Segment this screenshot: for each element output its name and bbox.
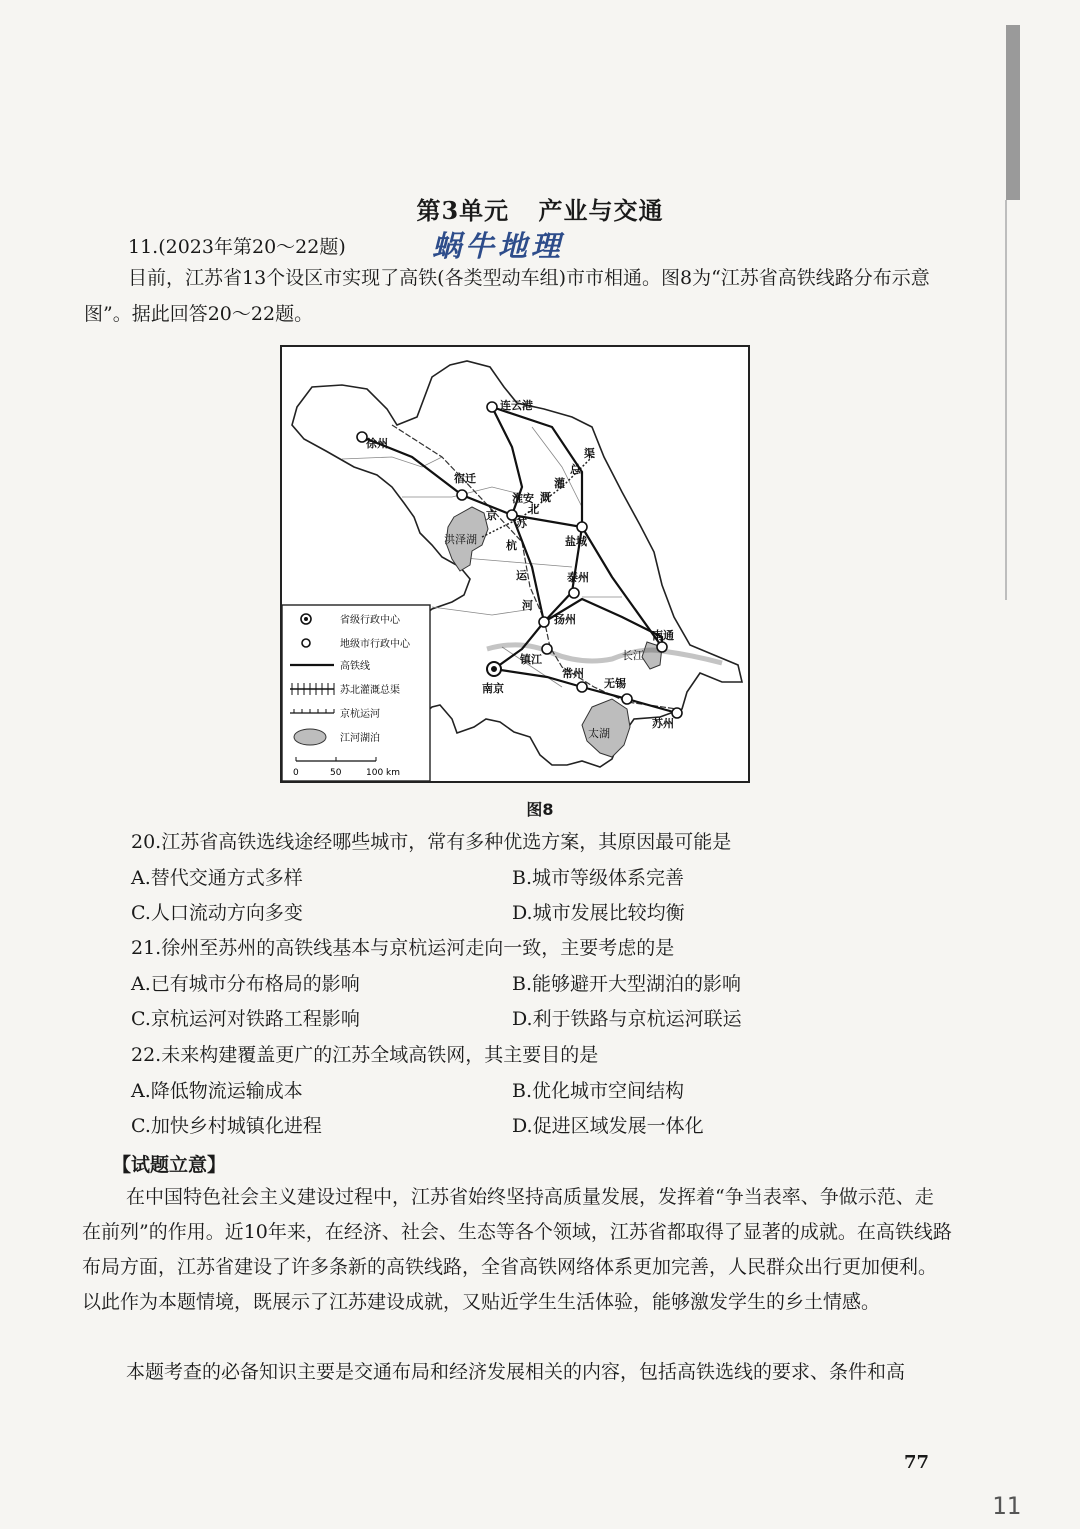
label-xuzhou: 徐州	[366, 437, 388, 450]
label-yangzhou: 扬州	[554, 613, 576, 626]
question-21-stem: 21.徐州至苏州的高铁线基本与京杭运河走向一致，主要考虑的是	[131, 937, 675, 959]
unit-title	[0, 191, 1080, 226]
body-paragraph-1: 在中国特色社会主义建设过程中，江苏省始终坚持高质量发展，发挥着“争当表率、争做示范、走在前列”的作用。近10年来，在经济、社会、生态等各个领域，江苏省都取得了显著的成就。在高铁线路布局方面，江苏省建设了许多条新的高铁线路，全省高铁网络体系更加完善，人民群众出行更加便利。以此作为本题情境，既展示了江苏建设成就，又贴近学生生活体验，能够激发学生的乡土情感。	[82, 1186, 952, 1313]
legend-provincial: 省级行政中心	[340, 615, 400, 626]
scale-end: 100 km	[366, 768, 401, 778]
canal-char-1: 京	[486, 509, 497, 522]
legend-grand-canal: 京杭运河	[340, 709, 380, 720]
q20-option-b: B.城市等级体系完善	[512, 867, 685, 889]
figure-caption: 图8	[526, 800, 554, 819]
q20-option-a: A.替代交通方式多样	[131, 867, 303, 889]
label-suzhou: 苏州	[652, 717, 674, 730]
label-hongze: 洪泽湖	[444, 533, 477, 546]
question-number: 11.(2023年第20～22题)	[128, 236, 346, 258]
q21-option-d: D.利于铁路与京杭运河联运	[512, 1008, 742, 1030]
body-paragraph-2: 本题考查的必备知识主要是交通布局和经济发展相关的内容，包括高铁选线的要求、条件和高	[126, 1361, 906, 1383]
label-lianyungang: 连云港	[500, 399, 533, 412]
page-number: 77	[904, 1452, 930, 1473]
scan-page-number: 11	[992, 1492, 1021, 1520]
q20-option-d: D.城市发展比较均衡	[512, 902, 685, 924]
q21-option-c: C.京杭运河对铁路工程影响	[131, 1008, 360, 1030]
scale-zero: 0	[293, 768, 299, 778]
legend-lakes: 江河湖泊	[340, 733, 380, 744]
subei-char-2: 渠	[584, 447, 595, 460]
q21-option-b: B.能够避开大型湖泊的影响	[512, 973, 742, 995]
legend-railway: 高铁线	[340, 661, 370, 672]
subei-char-3: 灌	[554, 477, 565, 490]
subei-char-1: 总	[570, 463, 581, 476]
label-yancheng: 盐城	[565, 535, 587, 548]
subei-char-5: 北	[528, 503, 539, 516]
label-suqian: 宿迁	[454, 472, 476, 485]
q22-option-d: D.促进区域发展一体化	[512, 1115, 704, 1137]
q22-option-b: B.优化城市空间结构	[512, 1080, 685, 1102]
section-heading: 【试题立意】	[112, 1154, 227, 1176]
q22-option-a: A.降低物流运输成本	[131, 1080, 303, 1102]
q20-option-c: C.人口流动方向多变	[131, 902, 303, 924]
label-zhenjiang: 镇江	[520, 653, 542, 666]
intro-paragraph: 目前，江苏省13个设区市实现了高铁(各类型动车组)市市相通。图8为“江苏省高铁线路分布示意图”。据此回答20～22题。	[84, 267, 930, 325]
label-nantong: 南通	[652, 629, 674, 642]
label-changzhou: 常州	[562, 667, 584, 680]
label-wuxi: 无锡	[604, 677, 626, 690]
question-20-stem: 20.江苏省高铁选线途经哪些城市，常有多种优选方案，其原因最可能是	[131, 831, 732, 853]
unit-label: 第3单元	[416, 196, 510, 225]
map-figure	[280, 345, 750, 783]
canal-char-3: 运	[516, 569, 527, 582]
q21-option-a: A.已有城市分布格局的影响	[131, 973, 360, 995]
scale-mid: 50	[330, 768, 342, 778]
label-nanjing: 南京	[482, 682, 504, 695]
label-changjiang: 长江	[622, 649, 644, 662]
jiangsu-railway-map	[282, 347, 748, 781]
canal-char-4: 河	[522, 599, 533, 612]
label-taizhou: 泰州	[567, 571, 589, 584]
page-edge-shadow	[1006, 25, 1020, 200]
label-huaian: 淮安	[512, 492, 534, 505]
stamp-watermark: 蜗牛地理	[432, 229, 565, 263]
question-22-stem: 22.未来构建覆盖更广的江苏全域高铁网，其主要目的是	[131, 1044, 599, 1066]
subei-char-6: 苏	[516, 517, 527, 530]
q22-option-c: C.加快乡村城镇化进程	[131, 1115, 322, 1137]
map-legend	[282, 605, 430, 781]
unit-name: 产业与交通	[538, 196, 664, 225]
legend-subei: 苏北灌溉总渠	[340, 685, 400, 696]
legend-city: 地级市行政中心	[340, 639, 410, 650]
label-taihu: 太湖	[588, 727, 610, 740]
canal-char-2: 杭	[506, 539, 517, 552]
page-edge-line	[1005, 200, 1007, 600]
subei-char-4: 溉	[540, 491, 551, 504]
